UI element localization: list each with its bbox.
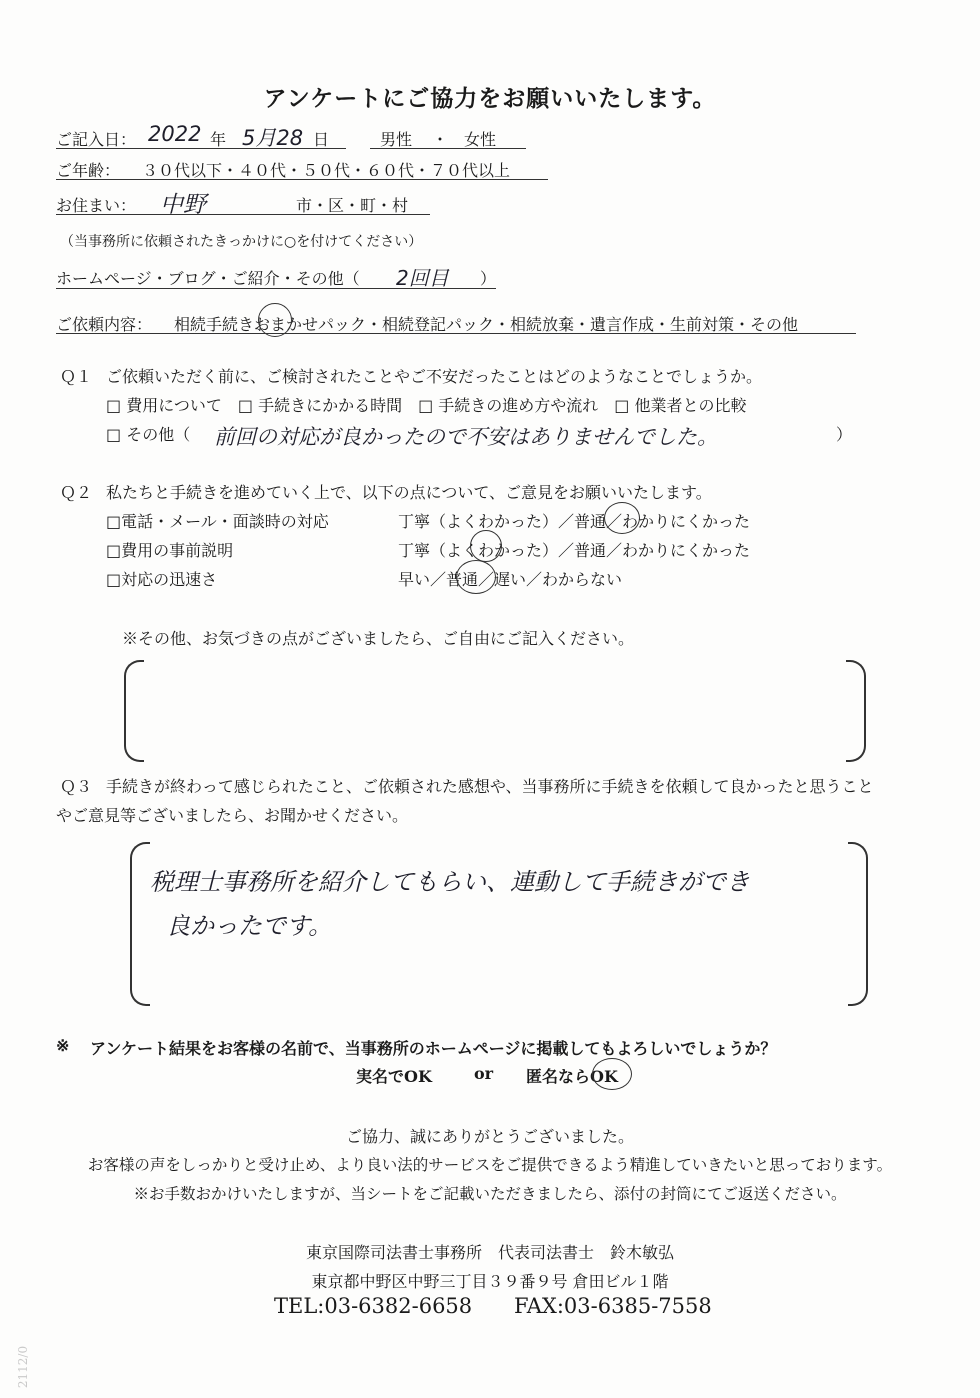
q2-contact-circle-mark <box>604 502 640 534</box>
entry-year-unit: 年 <box>210 130 227 149</box>
q2-scale-speed: 早い／普通／遅い／わからない <box>398 570 623 589</box>
q2-item-fee: □費用の事前説明 <box>106 541 234 560</box>
address-handwritten: 中野 <box>160 192 206 218</box>
address-underline <box>56 214 430 215</box>
thanks-text: ご協力、誠にありがとうございました。 <box>345 1127 634 1146</box>
gender-separator: ・ <box>432 130 449 149</box>
request-options: 相続手続きおまかせパック・相続登記パック・相続放棄・遺言作成・生前対策・その他 <box>174 315 799 334</box>
q2-item-contact: □電話・メール・面談時の対応 <box>106 512 329 531</box>
office-name: 東京国際司法書士事務所 代表司法書士 鈴木敏弘 <box>305 1243 674 1262</box>
age-options: ３０代以下・４０代・５０代・６０代・７０代以上 <box>142 161 511 180</box>
publish-mark: ※ <box>56 1036 70 1055</box>
message-text: お客様の声をしっかりと受け止め、より良い法的サービスをご提供できるよう精進していきたいと思っております。 <box>87 1156 893 1174</box>
q1-question: ご依頼いただく前に、ご検討されたことやご不安だったことはどのようなことでしょうか。 <box>106 367 763 386</box>
q2-other-prompt: ※その他、お気づきの点がございましたら、ご自由にご記入ください。 <box>122 629 635 648</box>
q2-scale-fee: 丁寧（よくわかった）／普通／わかりにくかった <box>398 541 751 560</box>
q3-comment-box-right <box>848 842 868 1006</box>
q3-question-line1: 手続きが終わって感じられたこと、ご依頼された感想や、当事務所に手続きを依頼して良かったと思うこと <box>106 777 874 796</box>
q1-other-handwritten: 前回の対応が良かったので不安はありませんでした。 <box>214 425 718 449</box>
q2-number: Ｑ２ <box>60 483 93 502</box>
trigger-note: （当事務所に依頼されたきっかけに○を付けてください） <box>60 234 423 250</box>
source-underline <box>56 288 496 289</box>
gender-underline <box>370 148 526 149</box>
q1-other-close: ） <box>836 425 853 444</box>
publish-choice-circle-mark <box>592 1058 632 1090</box>
gender-female: 女性 <box>464 130 497 149</box>
publish-or: or <box>474 1064 494 1083</box>
entry-day-unit: 日 <box>313 130 330 149</box>
office-fax: FAX:03-6385-7558 <box>514 1294 712 1318</box>
publish-question: アンケート結果をお客様の名前で、当事務所のホームページに掲載してもよろしいでしょうか？ <box>90 1039 777 1058</box>
q2-comment-box-left <box>124 660 144 762</box>
q1-other-label: □ その他（ <box>106 425 191 444</box>
entry-date-label: ご記入日： <box>56 130 137 149</box>
source-close: ） <box>480 269 497 288</box>
entry-monthday-handwritten: 5月28 <box>242 126 304 150</box>
q2-question: 私たちと手続きを進めていく上で、以下の点について、ご意見をお願いいたします。 <box>106 483 712 502</box>
office-tel: TEL:03-6382-6658 <box>274 1294 473 1318</box>
request-underline <box>56 333 856 334</box>
address-options: 市・区・町・村 <box>296 196 409 215</box>
request-label: ご依頼内容： <box>56 315 153 334</box>
q2-item-speed: □対応の迅速さ <box>106 570 218 589</box>
address-label: お住まい： <box>56 196 137 215</box>
margin-note: 2112/0 <box>16 1345 31 1389</box>
q1-number: Ｑ１ <box>60 367 93 386</box>
q2-fee-circle-mark <box>470 530 502 562</box>
q2-comment-box-right <box>846 660 866 762</box>
request-circle-mark <box>258 303 292 337</box>
q2-speed-circle-mark <box>456 560 496 594</box>
q3-handwritten-line2: 良かったです。 <box>166 912 333 940</box>
q2-scale-contact: 丁寧（よくわかった）／普通／わかりにくかった <box>398 512 751 531</box>
publish-option-anon: 匿名ならOK <box>526 1067 618 1086</box>
entry-year-handwritten: 2022 <box>148 122 202 146</box>
q3-handwritten-line1: 税理士事務所を紹介してもらい、連動して手続きができ <box>150 868 750 896</box>
q3-number: Ｑ３ <box>60 777 93 796</box>
gender-male: 男性 <box>380 130 413 149</box>
age-underline <box>56 179 548 180</box>
publish-option-real: 実名でOK <box>356 1067 432 1086</box>
age-label: ご年齢： <box>56 161 121 180</box>
page-title: アンケートにご協力をお願いいたします。 <box>263 85 717 112</box>
source-options: ホームページ・ブログ・ご紹介・その他（ <box>56 269 360 288</box>
q3-question-line2: やご意見等ございましたら、お聞かせください。 <box>56 806 409 825</box>
entry-date-underline <box>56 148 346 149</box>
q1-choices: □ 費用について □ 手続きにかかる時間 □ 手続きの進め方や流れ □ 他業者との比較 <box>106 396 747 415</box>
source-handwritten: 2回目 <box>396 266 449 290</box>
q3-comment-box-left <box>130 842 150 1006</box>
return-note: ※お手数おかけいたしますが、当シートをご記載いただきましたら、添付の封筒にてご返送ください。 <box>133 1185 847 1203</box>
office-address: 東京都中野区中野三丁目３９番９号 倉田ビル１階 <box>311 1272 669 1291</box>
